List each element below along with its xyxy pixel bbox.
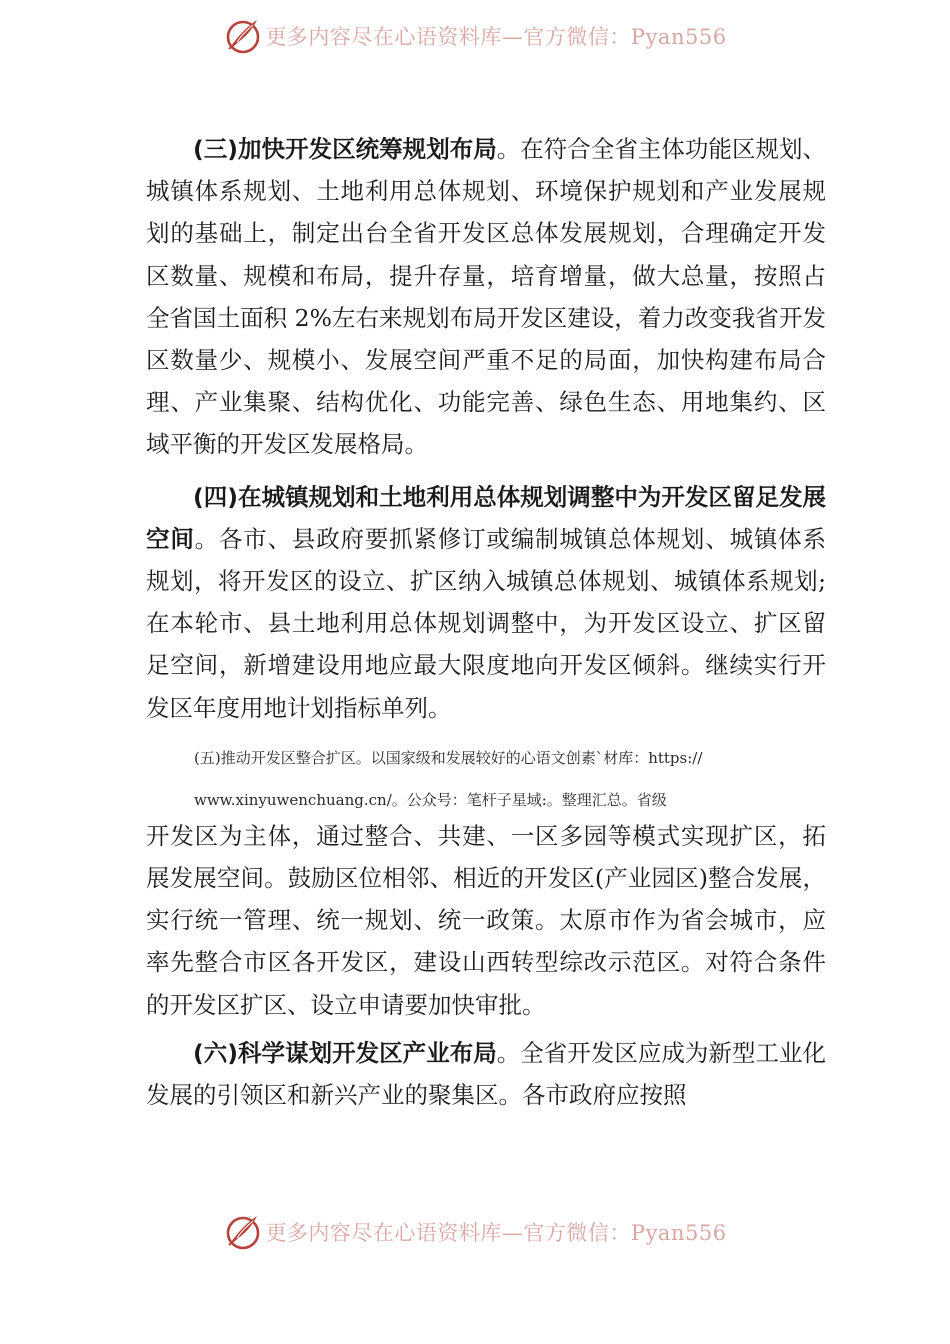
document-body [146, 128, 826, 1116]
section-5-line-2: www.xinyuwenchuang.cn/。公众号：笔杆子星域:。整理汇总。省级 [194, 790, 667, 809]
section-4-body: 。各市、县政府要抓紧修订或编制城镇总体规划、城镇体系规划，将开发区的设立、扩区纳入城镇总体规划、城镇体系规划;在本轮市、县土地利用总体规划调整中，为开发区设立、扩区留足空间，新增建设用地应最大限度地向开发区倾斜。继续实行开发区年度用地计划指标单列。 [146, 524, 827, 722]
section-6-paragraph [146, 1032, 826, 1116]
quill-pen-circle-icon [223, 1212, 263, 1252]
section-5-continuation: 开发区为主体，通过整合、共建、一区多园等模式实现扩区，拓展发展空间。鼓励区位相邻、相近的开发区(产业园区)整合发展，实行统一管理、统一规划、统一政策。太原市作为省会城市，应率先整合市区各开发区，建设山西转型综改示范区。对符合条件的开发区扩区、设立申请要加快审批。 [146, 821, 826, 1019]
watermark-banner-bottom [0, 1210, 950, 1254]
quill-pen-circle-icon [223, 16, 263, 56]
section-3-body: 。在符合全省主体功能区规划、城镇体系规划、土地利用总体规划、环境保护规划和产业发展规划的基础上，制定出台全省开发区总体发展规划，合理确定开发区数量、规模和布局，提升存量，培育增量，做大总量，按照占全省国土面积 2%左右来规划布局开发区建设，着力改变我省开发区数量少、规模小、发展空间严重不足的局面，加快构建布局合理、产业集聚、结构优化、功能完善、绿色生态、用地集约、区域平衡的开发区发展格局。 [146, 135, 826, 459]
section-3-heading: (三)加快开发区统筹规划布局 [193, 135, 497, 163]
section-4-paragraph [146, 476, 826, 729]
section-4-heading: (四)在城镇规划和土地利用总体规划调整中为开发区留足发展空间 [146, 482, 826, 553]
section-5-small-text [146, 747, 826, 811]
section-6-heading: (六)科学谋划开发区产业布局 [193, 1038, 497, 1067]
watermark-banner-top [0, 14, 950, 58]
watermark-text: 更多内容尽在心语资料库—官方微信：Pyan556 [265, 1221, 727, 1245]
section-6-body: 。全省开发区应成为新型工业化发展的引领区和新兴产业的聚集区。各市政府应按照 [146, 1038, 826, 1110]
section-5-line-1: (五)推动开发区整合扩区。以国家级和发展较好的心语文创素`材库：https:// [194, 748, 703, 767]
watermark-text: 更多内容尽在心语资料库—官方微信：Pyan556 [265, 25, 727, 49]
section-3-paragraph [146, 128, 826, 466]
